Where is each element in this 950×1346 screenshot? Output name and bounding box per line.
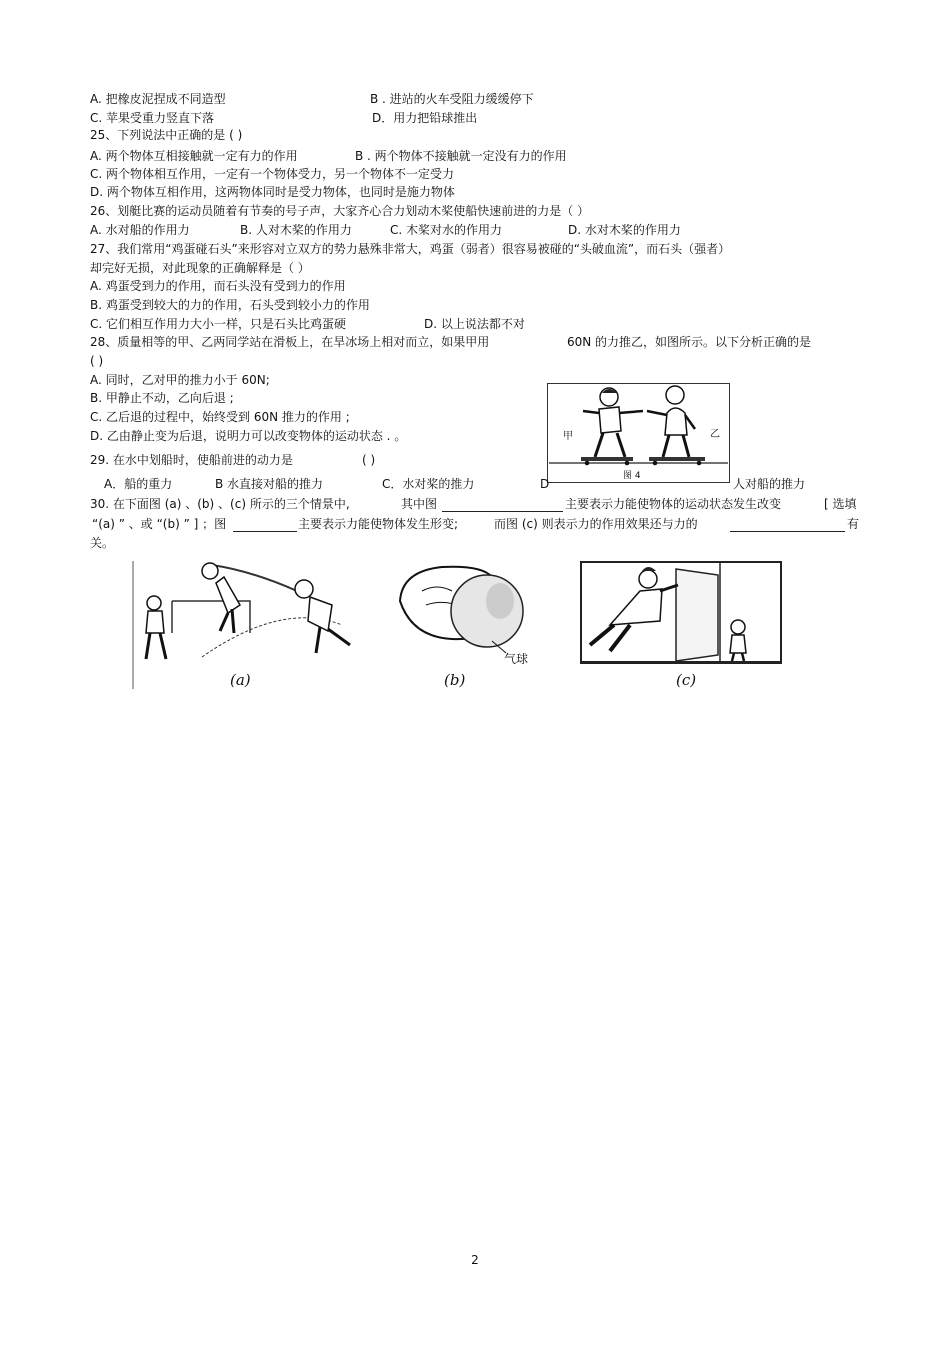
question-27-cont: 却完好无损，对此现象的正确解释是（ ）	[90, 261, 310, 275]
balloon-illustration	[392, 561, 542, 689]
question-30-part5: “(a) ” 、或 “(b) ” ] ；图	[92, 517, 227, 531]
question-30-part1: 30. 在下面图 (a) 、(b) 、(c) 所示的三个情景中,	[90, 497, 350, 511]
door-illustration	[580, 561, 784, 689]
question-30-part7: 而图 (c) 则表示力的作用效果还与力的	[494, 517, 698, 531]
question-28: 28、质量相等的甲、乙两同学站在滑板上，在旱冰场上相对而立，如果甲用	[90, 335, 490, 349]
option-28a: A. 同时，乙对甲的推力小于 60N;	[90, 373, 270, 387]
question-25: 25、下列说法中正确的是 ( )	[90, 128, 243, 142]
option-25c: C. 两个物体相互作用，一定有一个物体受力，另一个物体不一定受力	[90, 167, 455, 181]
question-30-part9: 关。	[90, 536, 115, 550]
figure-a-caption: (a)	[230, 671, 251, 689]
question-30-part6: 主要表示力能使物体发生形变;	[298, 517, 459, 531]
option-27a: A. 鸡蛋受到力的作用，而石头没有受到力的作用	[90, 279, 346, 293]
answer-blank-1[interactable]	[442, 499, 563, 512]
option-24b: B . 进站的火车受阻力缓缓停下	[370, 92, 534, 106]
option-24d: D．用力把铅球推出	[372, 111, 478, 125]
balloon-label: 气球	[504, 652, 529, 666]
question-30-part3: 主要表示力能使物体的运动状态发生改变	[565, 497, 782, 511]
question-26: 26、划艇比赛的运动员随着有节奏的号子声，大家齐心合力划动木桨使船快速前进的力是（ ）	[90, 204, 590, 218]
option-24c: C. 苹果受重力竖直下落	[90, 111, 215, 125]
option-29d-text: 人对船的推力	[733, 477, 806, 491]
option-27c: C. 它们相互作用力大小一样，只是石头比鸡蛋硬	[90, 317, 347, 331]
skaters-illustration	[547, 383, 730, 483]
question-29-paren: ( )	[362, 453, 376, 467]
option-26d: D. 水对木桨的作用力	[568, 223, 681, 237]
soccer-illustration	[132, 561, 372, 689]
page-number: 2	[471, 1253, 479, 1267]
option-28d: D. 乙由静止变为后退，说明力可以改变物体的运动状态 . 。	[90, 429, 407, 443]
option-26a: A. 水对船的作用力	[90, 223, 190, 237]
figure-c-caption: (c)	[676, 671, 697, 689]
option-27d: D. 以上说法都不对	[424, 317, 525, 331]
option-25b: B . 两个物体不接触就一定没有力的作用	[355, 149, 567, 163]
option-27b: B. 鸡蛋受到较大的力的作用，石头受到较小力的作用	[90, 298, 370, 312]
figure-c	[580, 561, 784, 689]
option-29a: A．船的重力	[104, 477, 173, 491]
option-24a: A. 把橡皮泥捏成不同造型	[90, 92, 226, 106]
option-25a: A. 两个物体互相接触就一定有力的作用	[90, 149, 298, 163]
question-29: 29. 在水中划船时，使船前进的动力是	[90, 453, 293, 467]
question-30-part4: [ 选填	[824, 497, 857, 511]
option-29c: C．水对桨的推力	[382, 477, 475, 491]
figure-a	[132, 561, 372, 689]
question-28-paren: ( )	[90, 354, 104, 368]
answer-blank-2[interactable]	[233, 519, 297, 532]
figure-b	[392, 561, 542, 689]
question-28-cont: 60N 的力推乙，如图所示。以下分析正确的是	[567, 335, 812, 349]
option-28c: C. 乙后退的过程中，始终受到 60N 推力的作用 ;	[90, 410, 350, 424]
question-30-part8: 有	[847, 517, 860, 531]
option-25d: D. 两个物体互相作用，这两物体同时是受力物体，也同时是施力物体	[90, 185, 455, 199]
figure-4-caption: 图 4	[623, 471, 641, 481]
option-29d-letter: D	[540, 477, 550, 491]
figure-4	[547, 383, 730, 483]
label-yi: 乙	[710, 429, 720, 440]
option-26b: B. 人对木桨的作用力	[240, 223, 352, 237]
answer-blank-3[interactable]	[730, 519, 845, 532]
option-29b: B 水直接对船的推力	[215, 477, 324, 491]
label-jia: 甲	[563, 431, 573, 442]
question-30-part2: 其中图	[401, 497, 438, 511]
figure-b-caption: (b)	[444, 671, 466, 689]
option-28b: B. 甲静止不动，乙向后退 ;	[90, 391, 234, 405]
option-26c: C. 木桨对水的作用力	[390, 223, 503, 237]
question-27: 27、我们常用“鸡蛋碰石头”来形容对立双方的势力悬殊非常大，鸡蛋（弱者）很容易被碰的“头破血流”，而石头（强者）	[90, 242, 731, 256]
